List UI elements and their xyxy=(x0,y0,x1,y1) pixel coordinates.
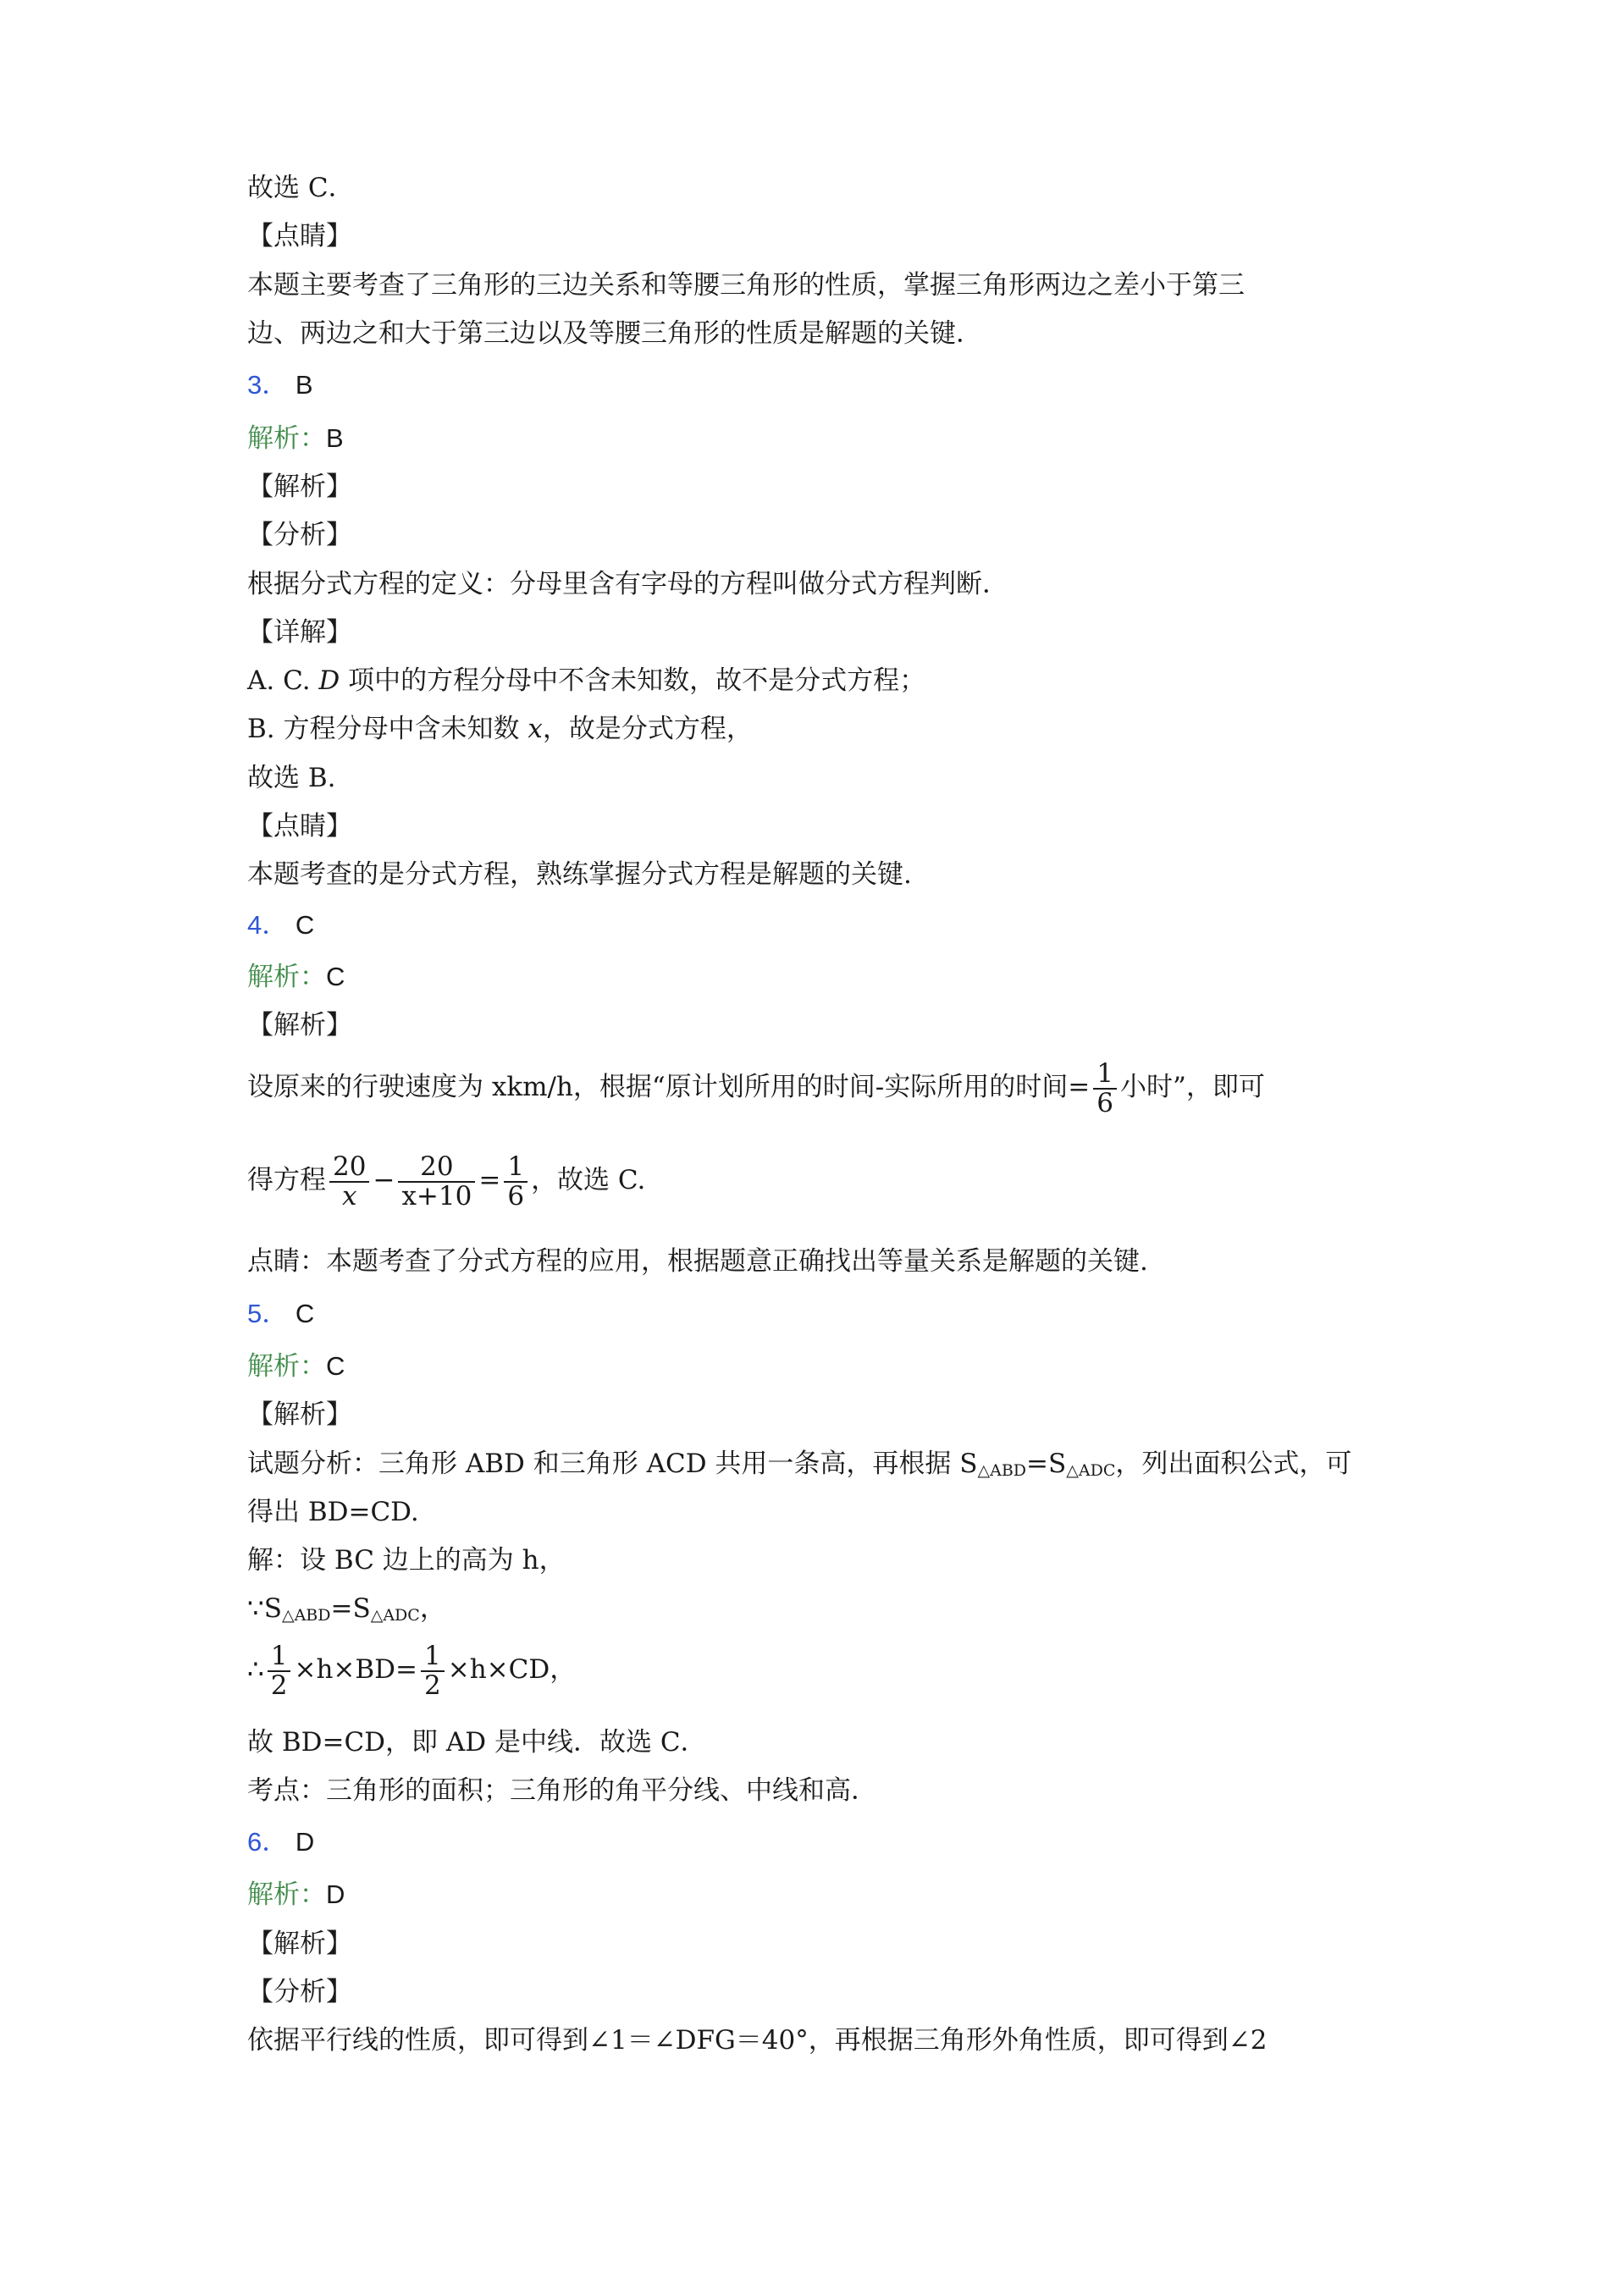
text-span: ∵S xyxy=(247,1593,282,1624)
section-tag-fenxi: 【分析】 xyxy=(247,1977,352,2007)
jiexi-answer: C xyxy=(326,962,345,991)
text-line: 解：设 BC 边上的高为 h， xyxy=(247,1545,566,1576)
text-span: 小时”，即可 xyxy=(1119,1072,1265,1103)
fraction-denominator: x xyxy=(341,1180,357,1211)
fraction xyxy=(421,1642,445,1699)
text-line xyxy=(247,1451,1351,1479)
jiexi-label: 解析： xyxy=(247,1879,326,1909)
text-span: 得方程 xyxy=(247,1165,326,1196)
equation-line xyxy=(247,1642,576,1699)
fraction-numerator: 20 xyxy=(329,1153,369,1183)
section-tag-dianjing: 【点睛】 xyxy=(247,221,352,251)
question-3-jiexi xyxy=(247,425,344,451)
text-line-with-fraction xyxy=(247,1060,1265,1117)
text-line: 依据平行线的性质，即可得到∠1＝∠DFG＝40°，再根据三角形外角性质，即可得到∠2 xyxy=(247,2025,1268,2056)
text-line: 故 BD=CD，即 AD 是中线．故选 C． xyxy=(247,1727,707,1758)
question-4-jiexi xyxy=(247,963,345,990)
question-number: 4． xyxy=(247,910,289,940)
fraction-denominator: 2 xyxy=(270,1670,288,1701)
fraction-denominator: 6 xyxy=(507,1180,525,1211)
fraction-numerator: 1 xyxy=(421,1642,445,1672)
text-span: 试题分析：三角形 ABD 和三角形 ACD 共用一条高，再根据 S xyxy=(247,1449,978,1479)
subscript: △ADC xyxy=(1066,1461,1116,1480)
fraction-numerator: 1 xyxy=(268,1642,291,1672)
text-span: =S xyxy=(330,1593,371,1624)
equals-sign: = xyxy=(478,1165,501,1196)
minus-sign: − xyxy=(373,1165,395,1196)
question-6-header xyxy=(247,1829,314,1855)
text-line: 本题考查的是分式方程，熟练掌握分式方程是解题的关键. xyxy=(247,859,912,890)
text-line xyxy=(247,665,926,696)
question-number: 3． xyxy=(247,370,289,400)
math-variable: D xyxy=(318,665,340,696)
question-5-jiexi xyxy=(247,1353,345,1379)
section-tag-jiexi: 【解析】 xyxy=(247,472,352,502)
text-span: A. C. xyxy=(247,665,319,696)
text-line: 故选 C． xyxy=(247,173,355,203)
fraction xyxy=(268,1642,291,1699)
text-span: ，列出面积公式，可 xyxy=(1115,1449,1352,1479)
question-answer: D xyxy=(295,1827,315,1857)
question-4-header xyxy=(247,912,314,938)
jiexi-answer: D xyxy=(326,1879,345,1909)
jiexi-answer: B xyxy=(326,423,344,453)
fraction-numerator: 20 xyxy=(398,1153,475,1183)
fraction xyxy=(1093,1060,1117,1117)
text-span: ×h×BD= xyxy=(294,1654,417,1686)
subscript: △ADC xyxy=(370,1606,420,1625)
question-number: 6． xyxy=(247,1827,289,1857)
subscript: △ABD xyxy=(977,1461,1027,1480)
text-line: 本题主要考查了三角形的三边关系和等腰三角形的性质，掌握三角形两边之差小于第三 xyxy=(247,270,1245,301)
text-line: 根据分式方程的定义：分母里含有字母的方程叫做分式方程判断． xyxy=(247,569,1008,599)
text-line: 得出 BD=CD. xyxy=(247,1497,419,1527)
therefore-sign: ∴ xyxy=(247,1654,264,1686)
question-answer: C xyxy=(295,1299,315,1328)
math-variable: x xyxy=(528,714,543,744)
question-6-jiexi xyxy=(247,1881,345,1907)
jiexi-label: 解析： xyxy=(247,1351,326,1381)
text-line: 点睛：本题考查了分式方程的应用，根据题意正确找出等量关系是解题的关键. xyxy=(247,1246,1148,1277)
text-line: 边、两边之和大于第三边以及等腰三角形的性质是解题的关键． xyxy=(247,318,982,349)
text-line: 考点：三角形的面积；三角形的角平分线、中线和高． xyxy=(247,1775,877,1806)
text-span: =S xyxy=(1026,1449,1067,1479)
question-5-header xyxy=(247,1300,314,1327)
question-3-header xyxy=(247,372,313,398)
text-span: 项中的方程分母中不含未知数，故不是分式方程； xyxy=(340,665,926,696)
text-span: 设原来的行驶速度为 xkm/h，根据“原计划所用的时间-实际所用的时间= xyxy=(247,1072,1091,1103)
jiexi-answer: C xyxy=(326,1351,345,1381)
section-tag-jiexi: 【解析】 xyxy=(247,1010,352,1040)
equation-line xyxy=(247,1153,645,1210)
fraction xyxy=(329,1153,369,1210)
fraction-numerator: 1 xyxy=(504,1153,528,1183)
section-tag-xiangjie: 【详解】 xyxy=(247,617,352,648)
text-line: 故选 B. xyxy=(247,763,336,793)
question-answer: B xyxy=(295,370,313,400)
text-span: ，故选 C. xyxy=(531,1165,646,1196)
text-span: ， xyxy=(419,1593,446,1624)
text-span: B. 方程分母中含未知数 xyxy=(247,714,528,744)
subscript: △ABD xyxy=(281,1606,331,1625)
section-tag-fenxi: 【分析】 xyxy=(247,520,352,550)
section-tag-jiexi: 【解析】 xyxy=(247,1399,352,1430)
text-line xyxy=(247,716,753,742)
fraction-denominator: x+10 xyxy=(401,1180,472,1211)
jiexi-label: 解析： xyxy=(247,423,326,453)
text-span: ，故是分式方程， xyxy=(542,714,753,744)
fraction-numerator: 1 xyxy=(1093,1060,1117,1090)
section-tag-dianjing: 【点睛】 xyxy=(247,811,352,842)
fraction-denominator: 2 xyxy=(424,1670,441,1701)
fraction-denominator: 6 xyxy=(1096,1087,1113,1118)
fraction xyxy=(398,1153,475,1210)
question-number: 5． xyxy=(247,1299,289,1328)
section-tag-jiexi: 【解析】 xyxy=(247,1929,352,1959)
jiexi-label: 解析： xyxy=(247,962,326,991)
text-span: ×h×CD， xyxy=(447,1654,577,1686)
text-line xyxy=(247,1593,446,1625)
question-answer: C xyxy=(295,910,315,940)
fraction xyxy=(504,1153,528,1210)
